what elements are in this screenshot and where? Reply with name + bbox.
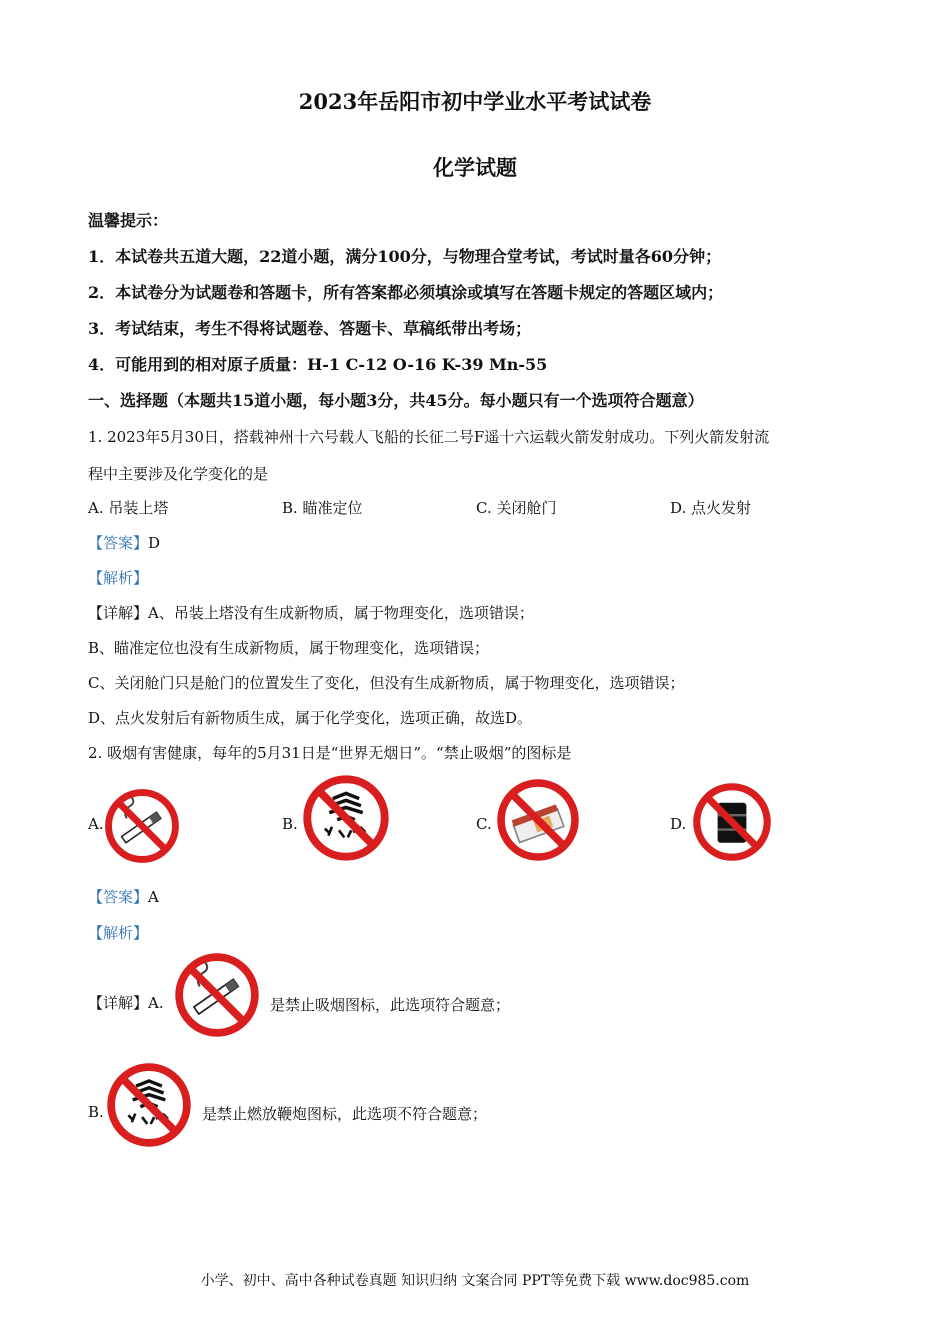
detail-tag: 【详解】	[88, 604, 149, 622]
no-smoking-icon	[174, 952, 260, 1038]
q1-detail: C、关闭舱门只是舱门的位置发生了变化，但没有生成新物质，属于物理变化，选项错误；	[88, 674, 685, 692]
analysis-tag: 【解析】	[88, 924, 149, 942]
q1-detail: 【详解】A、吊装上塔没有生成新物质，属于物理变化，选项错误；	[88, 604, 534, 622]
q2-option-b-label: B.	[282, 815, 298, 833]
tip-item: 2．本试卷分为试题卷和答题卡，所有答案都必须填涂或填写在答题卡规定的答题区域内；	[88, 283, 724, 302]
answer-value: A	[148, 888, 159, 906]
q2-option-c-label: C.	[476, 815, 492, 833]
tip-item: 3．考试结束，考生不得将试题卷、答题卡、草稿纸带出考场；	[88, 319, 532, 338]
no-smoking-icon	[104, 788, 180, 864]
q1-option-a: A. 吊装上塔	[88, 499, 169, 517]
q1-stem: 程中主要涉及化学变化的是	[88, 465, 269, 483]
q1-option-d: D. 点火发射	[670, 499, 752, 517]
answer-tag: 【答案】	[88, 534, 149, 552]
answer-value: D	[148, 534, 161, 552]
q2-stem: 2. 吸烟有害健康，每年的5月31日是“世界无烟日”。“禁止吸烟”的图标是	[88, 744, 572, 762]
analysis-tag: 【解析】	[88, 569, 149, 587]
q2-option-d-label: D.	[670, 815, 687, 833]
tip-item: 4．可能用到的相对原子质量：H-1 C-12 O-16 K-39 Mn-55	[88, 355, 548, 374]
q1-detail: D、点火发射后有新物质生成，属于化学变化，选项正确，故选D。	[88, 709, 533, 727]
tip-item: 1．本试卷共五道大题，22道小题，满分100分，与物理合堂考试，考试时量各60分钟；	[88, 247, 722, 266]
no-matches-icon	[496, 778, 580, 862]
q1-option-c: C. 关闭舱门	[476, 499, 557, 517]
q2-answer	[88, 886, 159, 907]
detail-tag: 【详解】	[88, 994, 149, 1012]
answer-tag: 【答案】	[88, 888, 149, 906]
no-barrel-icon	[692, 782, 772, 862]
q1-answer	[88, 532, 160, 553]
q1-detail: B、瞄准定位也没有生成新物质，属于物理变化，选项错误；	[88, 639, 490, 657]
q2-detail-b-label: B.	[88, 1103, 104, 1121]
q1-stem: 1. 2023年5月30日，搭载神州十六号载人飞船的长征二号F遥十六运载火箭发射成功。下列火箭发射流	[88, 428, 770, 446]
no-firecrackers-icon	[302, 774, 390, 862]
tips-label: 温馨提示：	[88, 211, 169, 230]
q2-detail-a-text: 是禁止吸烟图标，此选项符合题意；	[270, 996, 511, 1014]
q1-option-b: B. 瞄准定位	[282, 499, 363, 517]
q2-option-a-label: A.	[88, 815, 104, 833]
page-footer: 小学、初中、高中各种试卷真题 知识归纳 文案合同 PPT等免费下载 www.doc985.com	[200, 1273, 750, 1289]
exam-subtitle: 化学试题	[433, 155, 517, 180]
section-heading: 一、选择题（本题共15道小题，每小题3分，共45分。每小题只有一个选项符合题意）	[88, 391, 704, 410]
q2-detail-b-text: 是禁止燃放鞭炮图标，此选项不符合题意；	[202, 1105, 488, 1123]
exam-title: 2023年岳阳市初中学业水平考试试卷	[298, 89, 652, 114]
q2-detail-a: 【详解】A.	[88, 994, 164, 1012]
no-firecrackers-icon	[106, 1062, 192, 1148]
